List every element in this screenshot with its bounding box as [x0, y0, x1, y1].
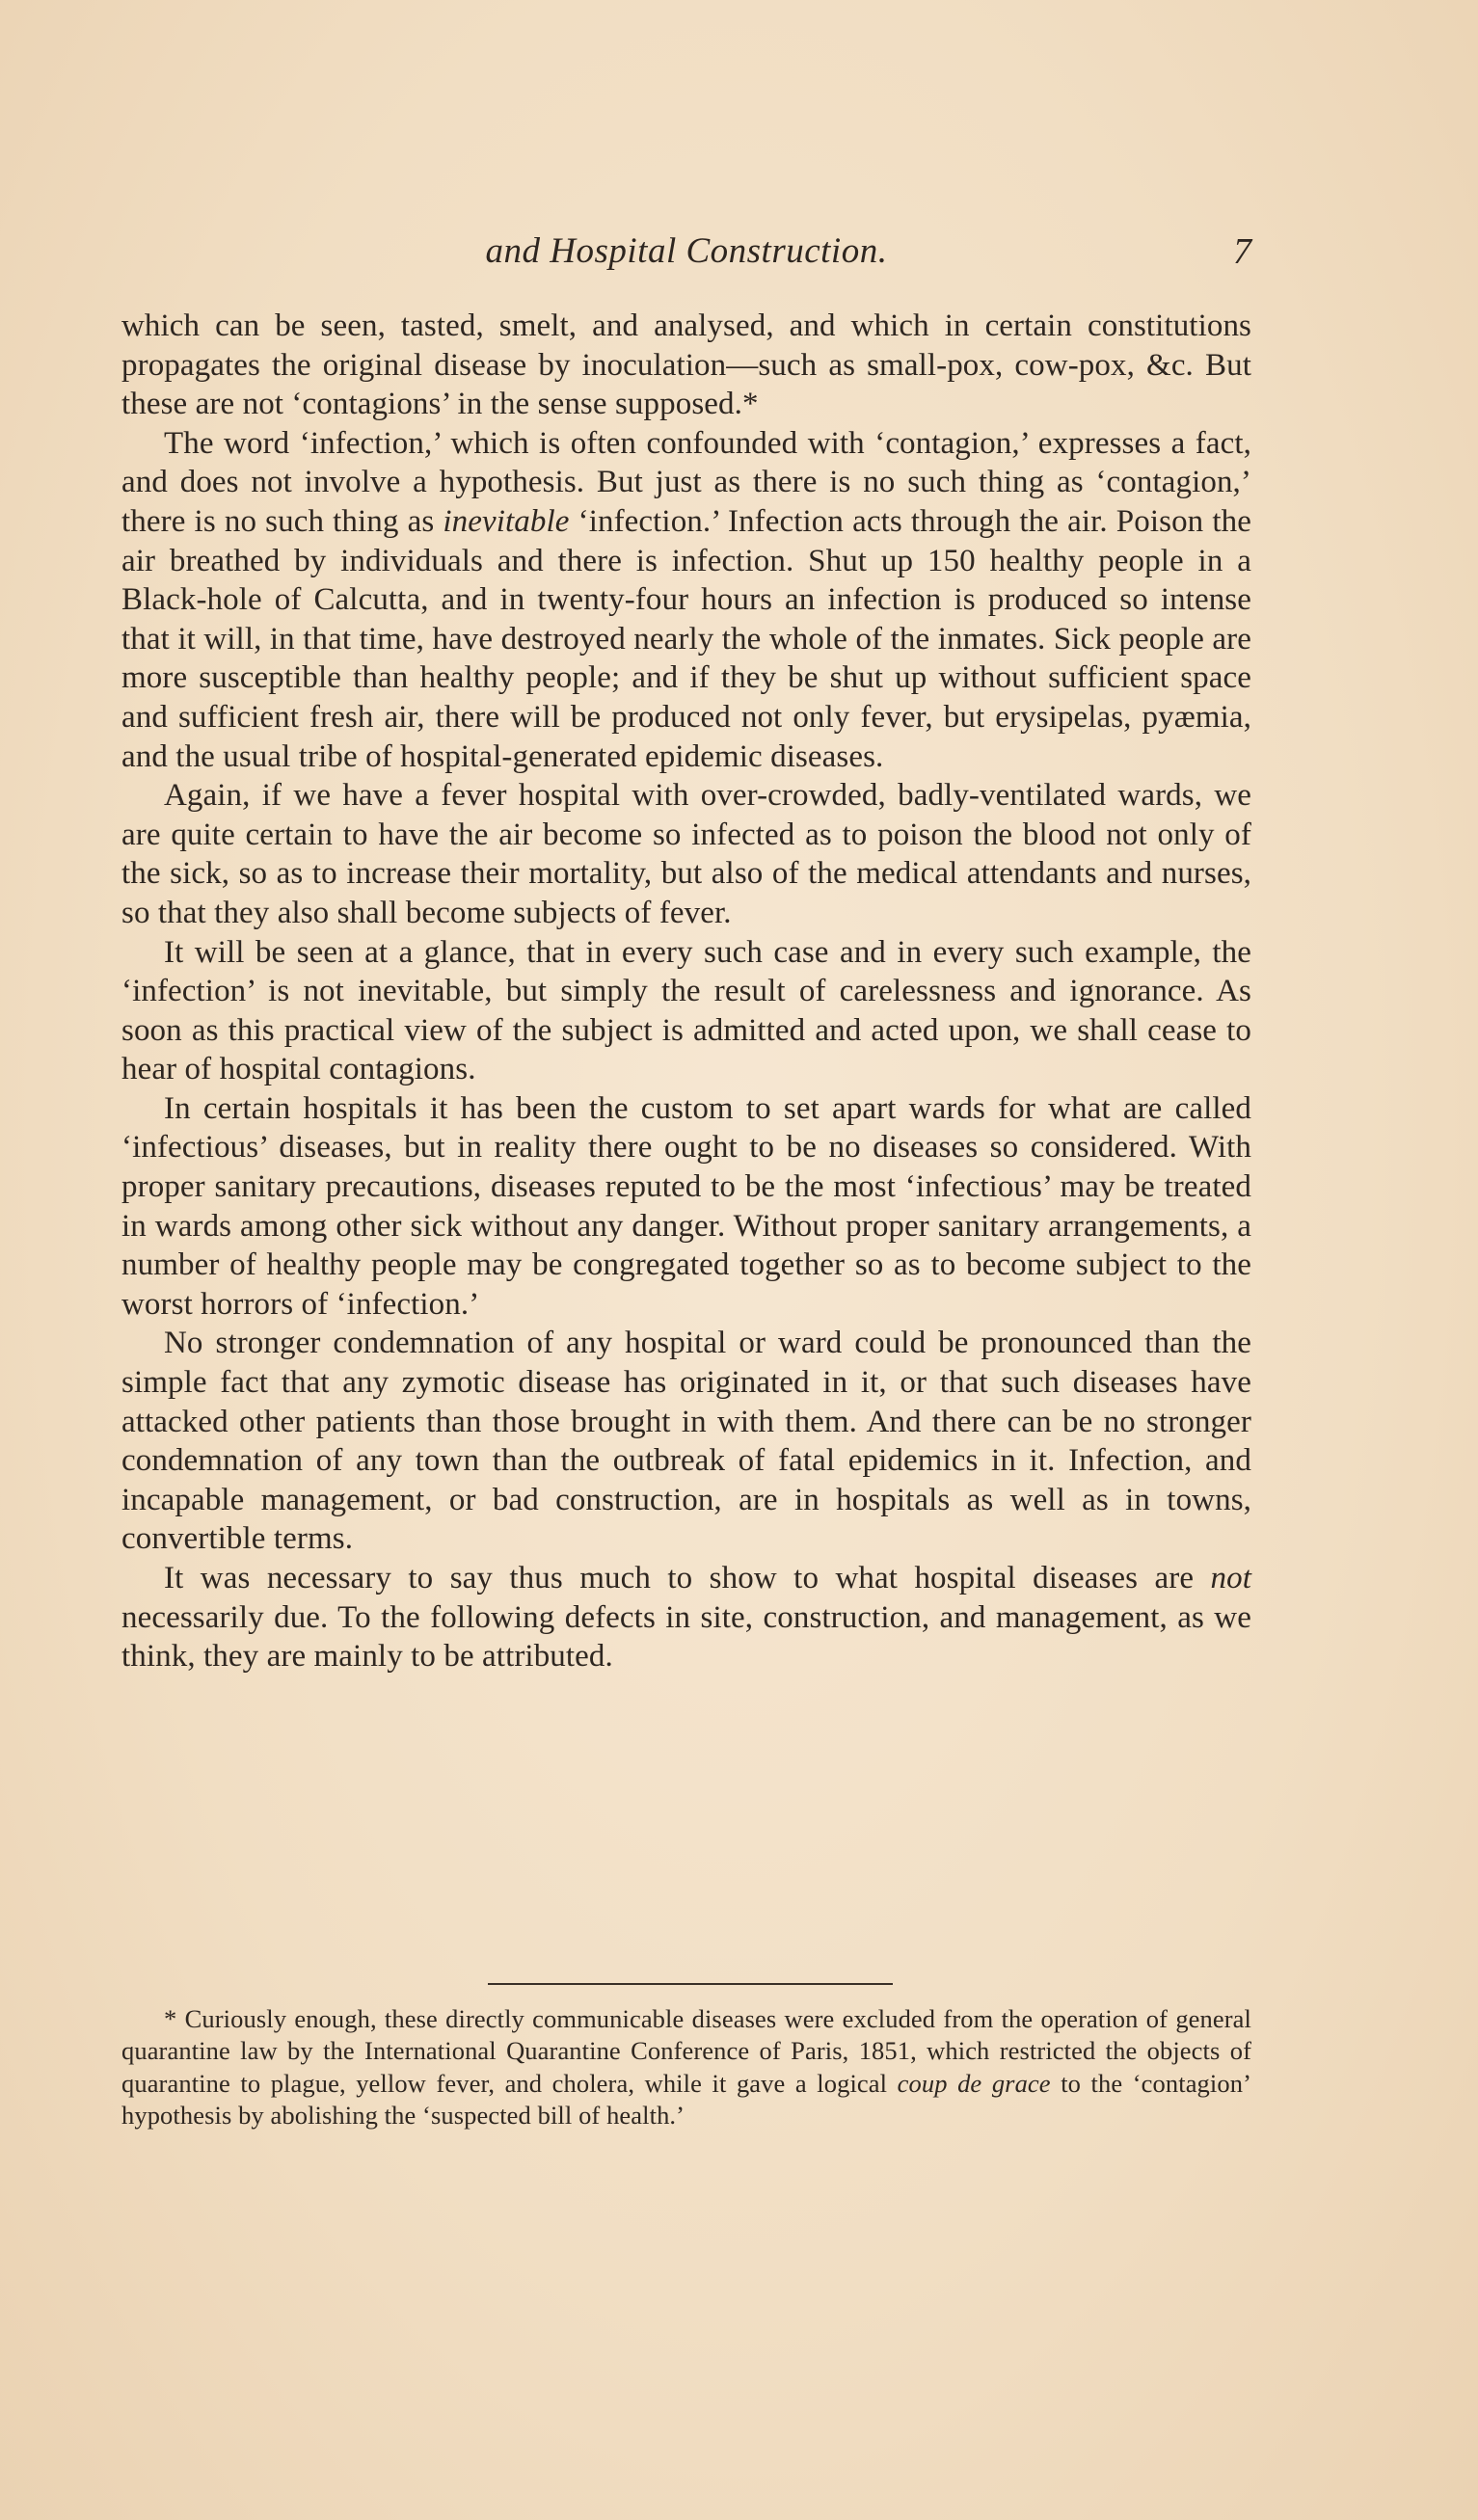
- text-run: to the ‘contagion’ hypothesis by abolishing the ‘suspected bill of health.’: [121, 2068, 1251, 2131]
- text-run: which can be seen, tasted, smelt, and analysed, and which in certain constitutions propagates the original disease by inoculation—such as small-pox, cow-pox, &c. But these are not ‘contagions’ in the sense supposed.*: [121, 308, 1251, 422]
- italic-text: coup de grace: [897, 2068, 1051, 2098]
- text-run: No stronger condemnation of any hospital or ward could be pronounced than the simple fact that any zymotic disease has originated in it, or that such diseases have attacked other patients than those brought in with them. And there can be no stronger condemnation of any town than the outbreak of fatal epidemics in it. Infection, and incapable management, or bad construction, are in hospitals as well as in towns, convertible terms.: [121, 1326, 1251, 1557]
- paragraph: [121, 424, 1251, 776]
- text-run: * Curiously enough, these directly communicable diseases were excluded from the operation of general quarantine law by the International Quarantine Conference of Paris, 1851, which restricted the objects of quarantine to plague, yellow fever, and cholera, while it gave a logical: [121, 2004, 1251, 2098]
- paragraph: [121, 933, 1251, 1089]
- text-run: necessarily due. To the following defects in site, construction, and management, as we think, they are mainly to be attributed.: [121, 1599, 1251, 1675]
- text-run: In certain hospitals it has been the custom to set apart wards for what are called ‘infectious’ diseases, but in reality there ought to be no diseases so considered. With proper sanitary precautions, diseases reputed to be the most ‘infectious’ may be treated in wards among other sick without any danger. Without proper sanitary arrangements, a number of healthy people may be congregated together so as to become subject to the worst horrors of ‘infection.’: [121, 1090, 1251, 1322]
- body-text: [121, 307, 1251, 1676]
- paragraph: [121, 1089, 1251, 1325]
- paragraph: [121, 307, 1251, 424]
- footnote-divider: [488, 1983, 893, 1985]
- text-run: The word ‘infection,’ which is often confounded with ‘contagion,’ expresses a fact, and does not involve a hypothesis. But just as there is no such thing as ‘contagion,’ there is no such thing as: [121, 425, 1251, 539]
- footnote: [121, 2003, 1251, 2132]
- paragraph: [121, 1324, 1251, 1559]
- text-run: It will be seen at a glance, that in every such case and in every such example, the ‘infection’ is not inevitable, but simply the result of carelessness and ignorance. As soon as this practical view of the subject is admitted and acted upon, we shall cease to hear of hospital contagions.: [121, 934, 1251, 1087]
- running-head: [121, 228, 1251, 276]
- italic-text: inevitable: [443, 503, 570, 539]
- page-number: 7: [1233, 231, 1251, 272]
- running-title: and Hospital Construction.: [485, 231, 888, 271]
- text-run: It was necessary to say thus much to show to what hospital diseases are: [164, 1561, 1211, 1595]
- text-run: Again, if we have a fever hospital with over-crowded, badly-ventilated wards, we are quite certain to have the air become so infected as to poison the blood not only of the sick, so as to increase their mortality, but also of the medical attendants and nurses, so that they also shall become subjects of fever.: [121, 778, 1251, 930]
- paragraph: [121, 776, 1251, 932]
- paragraph: [121, 1559, 1251, 1676]
- text-run: ‘infection.’ Infection acts through the air. Poison the air breathed by individuals and there is infection. Shut up 150 healthy people in a Black-hole of Calcutta, and in twenty-four hours an infection is produced so intense that it will, in that time, have destroyed nearly the whole of the inmates. Sick people are more susceptible than healthy people; and if they be shut up without sufficient space and sufficient fresh air, there will be produced not only fever, but erysipelas, pyæmia, and the usual tribe of hospital-generated epidemic diseases.: [121, 503, 1251, 774]
- italic-text: not: [1210, 1561, 1251, 1595]
